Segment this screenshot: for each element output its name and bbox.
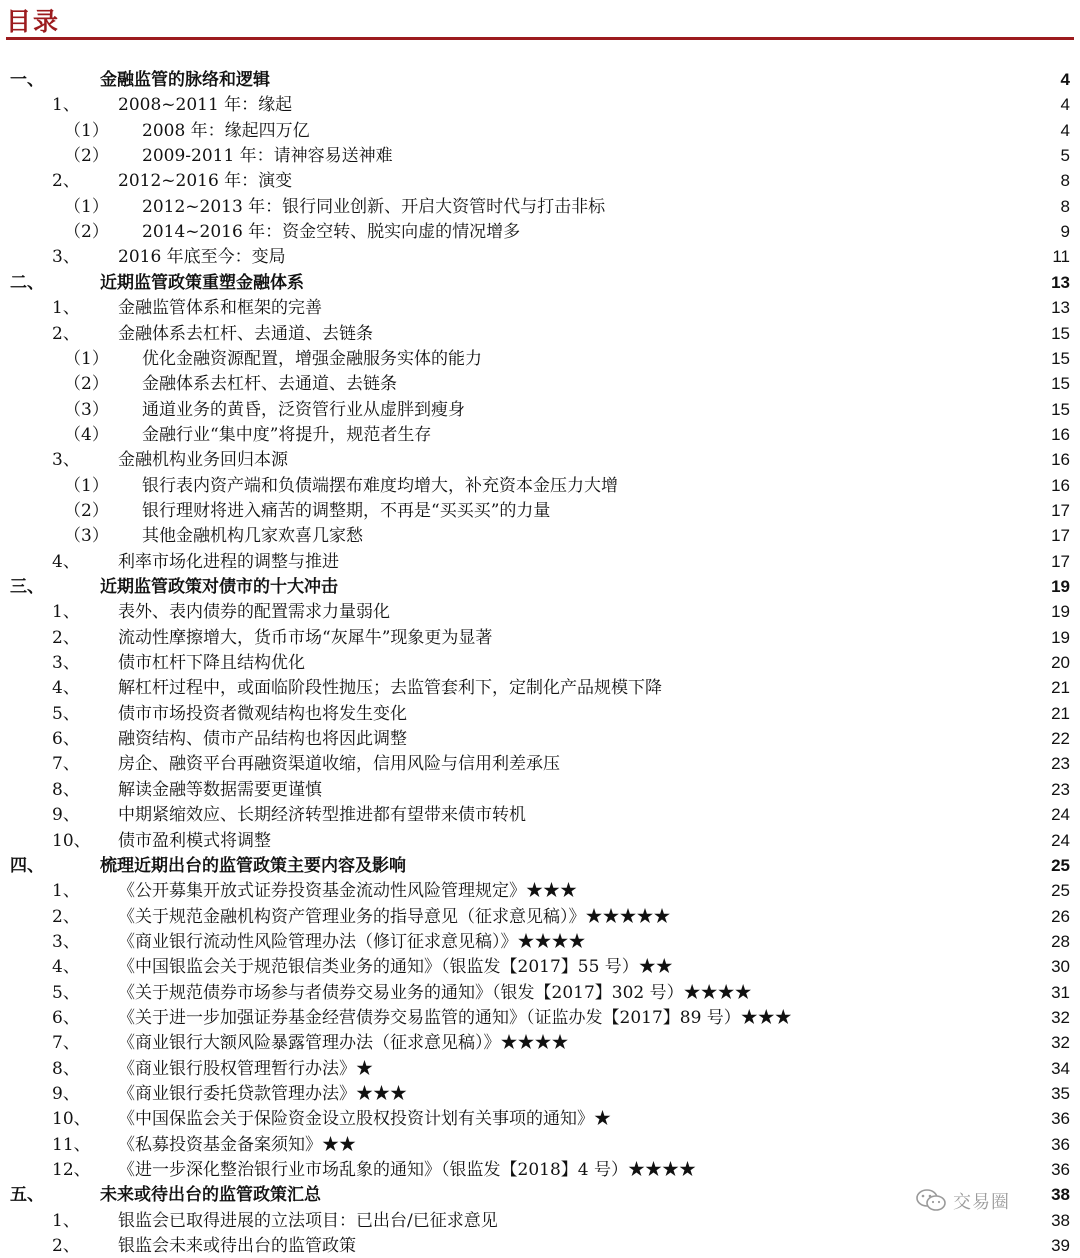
toc-row[interactable] bbox=[0, 803, 1080, 827]
toc-entry-title[interactable]: 金融体系去杠杆、去通道、去链条 bbox=[118, 323, 373, 344]
toc-entry-title[interactable]: 2009-2011 年：请神容易送神难 bbox=[142, 146, 393, 167]
toc-row[interactable] bbox=[0, 1158, 1080, 1182]
page-title: 目录 bbox=[6, 7, 61, 36]
toc-page-number[interactable]: 8 bbox=[1060, 171, 1070, 191]
toc-page-number[interactable]: 22 bbox=[1051, 729, 1070, 749]
toc-number: 2、 bbox=[52, 627, 80, 648]
toc-entry-title[interactable]: 《中国银监会关于规范银信类业务的通知》（银监发【2017】55 号）★★ bbox=[118, 957, 673, 978]
toc-entry-title[interactable]: 银行表内资产端和负债端摆布难度均增大，补充资本金压力大增 bbox=[142, 475, 618, 496]
toc-entry-title[interactable]: 通道业务的黄昏，泛资管行业从虚胖到瘦身 bbox=[142, 399, 465, 420]
toc-row[interactable] bbox=[0, 778, 1080, 802]
toc-number: 5、 bbox=[52, 982, 80, 1003]
toc-row[interactable] bbox=[0, 296, 1080, 320]
toc-page-number[interactable]: 21 bbox=[1051, 678, 1070, 698]
toc-page-number[interactable]: 15 bbox=[1051, 348, 1070, 368]
toc-entry-title[interactable]: 《商业银行流动性风险管理办法（修订征求意见稿）》★★★★ bbox=[118, 931, 586, 952]
toc-number: 1、 bbox=[52, 298, 80, 319]
toc-entry-title[interactable]: 未来或待出台的监管政策汇总 bbox=[100, 1185, 321, 1206]
toc-row[interactable] bbox=[0, 981, 1080, 1005]
toc-page-number[interactable]: 17 bbox=[1051, 526, 1070, 546]
toc-entry-title[interactable]: 银监会已取得进展的立法项目：已出台/已征求意见 bbox=[118, 1210, 498, 1231]
wechat-icon bbox=[915, 1188, 947, 1212]
toc-page-number[interactable]: 16 bbox=[1051, 450, 1070, 470]
toc-row[interactable] bbox=[0, 68, 1080, 92]
toc-row[interactable] bbox=[0, 879, 1080, 903]
toc-row[interactable] bbox=[0, 1133, 1080, 1157]
toc-number: 1、 bbox=[52, 881, 80, 902]
toc-entry-title[interactable]: 银监会未来或待出台的监管政策 bbox=[118, 1236, 356, 1257]
toc-row[interactable] bbox=[0, 1082, 1080, 1106]
toc-page-number[interactable]: 30 bbox=[1051, 957, 1070, 977]
toc-page-number[interactable]: 36 bbox=[1051, 1160, 1070, 1180]
toc-number: 1、 bbox=[52, 1210, 80, 1231]
toc-number: 4、 bbox=[52, 551, 80, 572]
toc-page-number[interactable]: 32 bbox=[1051, 1033, 1070, 1053]
toc-entry-title[interactable]: 2012~2016 年：演变 bbox=[118, 171, 293, 192]
toc-number: 1、 bbox=[52, 95, 80, 116]
toc-page-number[interactable]: 4 bbox=[1060, 70, 1070, 89]
toc-number: 7、 bbox=[52, 754, 80, 775]
toc-page-number[interactable]: 31 bbox=[1051, 982, 1070, 1002]
toc-row[interactable] bbox=[0, 144, 1080, 168]
toc-number: 9、 bbox=[52, 805, 80, 826]
toc-entry-title[interactable]: 解读金融等数据需要更谨慎 bbox=[118, 779, 322, 800]
toc-page-number[interactable]: 26 bbox=[1051, 906, 1070, 926]
toc-page-number[interactable]: 9 bbox=[1060, 222, 1070, 242]
toc-entry-title[interactable]: 金融监管的脉络和逻辑 bbox=[100, 70, 270, 90]
toc-entry-title[interactable]: 融资结构、债市产品结构也将因此调整 bbox=[118, 729, 407, 750]
toc-number: （2） bbox=[64, 500, 109, 521]
toc-row[interactable] bbox=[0, 955, 1080, 979]
toc-page-number[interactable]: 23 bbox=[1051, 754, 1070, 774]
toc-entry-title[interactable]: 2008 年：缘起四万亿 bbox=[142, 120, 310, 141]
toc-entry-title[interactable]: 近期监管政策重塑金融体系 bbox=[100, 272, 304, 293]
toc-page-number[interactable]: 23 bbox=[1051, 779, 1070, 799]
toc-row[interactable] bbox=[0, 626, 1080, 650]
toc-page-number[interactable]: 15 bbox=[1051, 399, 1070, 419]
toc-page-number[interactable]: 13 bbox=[1051, 298, 1070, 318]
toc-number: 2、 bbox=[52, 171, 80, 192]
toc-entry-title[interactable]: 2008~2011 年：缘起 bbox=[118, 95, 293, 116]
toc-row[interactable] bbox=[0, 322, 1080, 346]
toc-number: 7、 bbox=[52, 1033, 80, 1054]
toc-number: 3、 bbox=[52, 931, 80, 952]
toc-entry-title[interactable]: 中期紧缩效应、长期经济转型推进都有望带来债市转机 bbox=[118, 805, 526, 826]
toc-number: 4、 bbox=[52, 957, 80, 978]
toc-page-number[interactable]: 19 bbox=[1051, 577, 1070, 596]
toc-number: （2） bbox=[64, 146, 109, 167]
toc-page-number[interactable]: 28 bbox=[1051, 931, 1070, 951]
toc-row[interactable] bbox=[0, 676, 1080, 700]
toc-row[interactable] bbox=[0, 600, 1080, 624]
toc-page-number[interactable]: 15 bbox=[1051, 374, 1070, 394]
toc-number: （3） bbox=[64, 399, 109, 420]
toc-entry-title[interactable]: 流动性摩擦增大，货币市场“灰犀牛”现象更为显著 bbox=[118, 627, 493, 648]
toc-row[interactable] bbox=[0, 220, 1080, 244]
toc-entry-title[interactable]: 债市盈利模式将调整 bbox=[118, 830, 271, 851]
toc-row[interactable] bbox=[0, 119, 1080, 143]
toc-page-number[interactable]: 25 bbox=[1051, 881, 1070, 901]
toc-row[interactable] bbox=[0, 550, 1080, 574]
toc-row[interactable] bbox=[0, 854, 1080, 878]
toc-row[interactable] bbox=[0, 1234, 1080, 1258]
toc-row[interactable] bbox=[0, 829, 1080, 853]
toc-entry-title[interactable]: 金融体系去杠杆、去通道、去链条 bbox=[142, 374, 397, 395]
toc-row[interactable] bbox=[0, 423, 1080, 447]
toc-row[interactable] bbox=[0, 1006, 1080, 1030]
toc-entry-title[interactable]: 《私募投资基金备案须知》★★ bbox=[118, 1134, 356, 1155]
toc-row[interactable] bbox=[0, 93, 1080, 117]
toc-page-number[interactable]: 36 bbox=[1051, 1109, 1070, 1129]
toc-page-number[interactable]: 25 bbox=[1051, 855, 1070, 875]
toc-entry-title[interactable]: 债市杠杆下降且结构优化 bbox=[118, 653, 305, 674]
toc-number: 1、 bbox=[52, 602, 80, 623]
toc-entry-title[interactable]: 《商业银行委托贷款管理办法》★★★ bbox=[118, 1084, 407, 1104]
toc-page-number[interactable]: 19 bbox=[1051, 627, 1070, 647]
toc-entry-title[interactable]: 2012~2013 年：银行同业创新、开启大资管时代与打击非标 bbox=[142, 196, 606, 217]
toc-row[interactable] bbox=[0, 727, 1080, 751]
toc-entry-title[interactable]: 《关于规范金融机构资产管理业务的指导意见（征求意见稿）》★★★★★ bbox=[118, 906, 671, 927]
toc-page-number[interactable]: 34 bbox=[1051, 1058, 1070, 1078]
toc-entry-title[interactable]: 金融机构业务回归本源 bbox=[118, 450, 288, 471]
toc-entry-title[interactable]: 《进一步深化整治银行业市场乱象的通知》（银监发【2018】4 号）★★★★ bbox=[118, 1160, 696, 1181]
toc-number: （3） bbox=[64, 526, 109, 547]
toc-entry-title[interactable]: 《商业银行股权管理暂行办法》★ bbox=[118, 1058, 373, 1079]
toc-row[interactable] bbox=[0, 752, 1080, 776]
toc-page-number[interactable]: 4 bbox=[1060, 95, 1070, 115]
toc-number: 10、 bbox=[52, 830, 91, 851]
toc-page-number[interactable]: 15 bbox=[1051, 323, 1070, 343]
toc-number: （4） bbox=[64, 424, 109, 445]
toc-row[interactable] bbox=[0, 245, 1080, 269]
toc-row[interactable] bbox=[0, 372, 1080, 396]
toc-entry-title[interactable]: 《商业银行大额风险暴露管理办法（征求意见稿）》★★★★ bbox=[118, 1033, 569, 1054]
toc-row[interactable] bbox=[0, 1057, 1080, 1081]
toc-number: 6、 bbox=[52, 729, 80, 750]
toc-number: （2） bbox=[64, 222, 109, 243]
toc-page-number[interactable]: 16 bbox=[1051, 424, 1070, 444]
toc-entry-title[interactable]: 《公开募集开放式证券投资基金流动性风险管理规定》★★★ bbox=[118, 881, 577, 902]
toc-entry-title[interactable]: 金融监管体系和框架的完善 bbox=[118, 298, 322, 319]
toc-entry-title[interactable]: 解杠杆过程中，或面临阶段性抛压；去监管套利下，定制化产品规模下降 bbox=[118, 678, 662, 699]
toc-number: 12、 bbox=[52, 1160, 91, 1181]
toc-number: 3、 bbox=[52, 653, 80, 674]
toc-number: 9、 bbox=[52, 1084, 80, 1104]
toc-entry-title[interactable]: 《中国保监会关于保险资金设立股权投资计划有关事项的通知》★ bbox=[118, 1109, 611, 1130]
toc-page-number[interactable]: 36 bbox=[1051, 1134, 1070, 1154]
toc-page-number[interactable]: 38 bbox=[1051, 1185, 1070, 1205]
toc-page-number[interactable]: 24 bbox=[1051, 830, 1070, 850]
toc-row[interactable] bbox=[0, 524, 1080, 548]
toc-number: 五、 bbox=[10, 1185, 44, 1206]
toc-number: 四、 bbox=[10, 855, 44, 876]
watermark-text: 交易圈 bbox=[953, 1192, 1010, 1213]
toc-number: 2、 bbox=[52, 323, 80, 344]
toc-page-number[interactable]: 24 bbox=[1051, 805, 1070, 825]
toc-entry-title[interactable]: 债市市场投资者微观结构也将发生变化 bbox=[118, 703, 407, 724]
toc-row[interactable] bbox=[0, 702, 1080, 726]
toc-row[interactable] bbox=[0, 271, 1080, 295]
toc-page-number[interactable]: 11 bbox=[1052, 247, 1070, 267]
toc-row[interactable] bbox=[0, 651, 1080, 675]
toc-row[interactable] bbox=[0, 347, 1080, 371]
toc-page-number[interactable]: 20 bbox=[1051, 653, 1070, 673]
toc-number: 4、 bbox=[52, 678, 80, 699]
toc-entry-title[interactable]: 房企、融资平台再融资渠道收缩，信用风险与信用利差承压 bbox=[118, 754, 560, 775]
toc-number: 3、 bbox=[52, 450, 80, 471]
toc-number: 5、 bbox=[52, 703, 80, 724]
toc-row[interactable] bbox=[0, 930, 1080, 954]
toc-row[interactable] bbox=[0, 905, 1080, 929]
toc-row[interactable] bbox=[0, 195, 1080, 219]
toc-number: 2、 bbox=[52, 1236, 80, 1257]
toc-row[interactable] bbox=[0, 1107, 1080, 1131]
toc-page-number[interactable]: 4 bbox=[1060, 120, 1070, 140]
toc-number: （1） bbox=[64, 196, 109, 217]
toc-page-number[interactable]: 8 bbox=[1060, 196, 1070, 216]
toc-number: （2） bbox=[64, 374, 109, 395]
toc-number: （1） bbox=[64, 348, 109, 369]
toc-number: 3、 bbox=[52, 247, 80, 268]
toc-number: 6、 bbox=[52, 1007, 80, 1028]
toc-entry-title[interactable]: 其他金融机构几家欢喜几家愁 bbox=[142, 526, 363, 547]
toc-row[interactable] bbox=[0, 499, 1080, 523]
toc-page-number[interactable]: 35 bbox=[1051, 1084, 1070, 1103]
toc-row[interactable] bbox=[0, 398, 1080, 422]
toc-page-number[interactable]: 13 bbox=[1051, 272, 1070, 292]
toc-row[interactable] bbox=[0, 169, 1080, 193]
watermark bbox=[915, 1186, 1035, 1216]
toc-row[interactable] bbox=[0, 448, 1080, 472]
toc-row[interactable] bbox=[0, 1031, 1080, 1055]
toc-number: （1） bbox=[64, 475, 109, 496]
toc-entry-title[interactable]: 银行理财将进入痛苦的调整期，不再是“买买买”的力量 bbox=[142, 500, 551, 521]
toc-page-number[interactable]: 38 bbox=[1051, 1210, 1070, 1230]
toc-entry-title[interactable]: 优化金融资源配置，增强金融服务实体的能力 bbox=[142, 348, 482, 369]
toc-entry-title[interactable]: 金融行业“集中度”将提升，规范者生存 bbox=[142, 424, 432, 445]
toc-number: 8、 bbox=[52, 779, 80, 800]
toc-number: 三、 bbox=[10, 577, 44, 597]
toc-number: 2、 bbox=[52, 906, 80, 927]
toc-entry-title[interactable]: 表外、表内债券的配置需求力量弱化 bbox=[118, 602, 390, 623]
toc-entry-title[interactable]: 2016 年底至今：变局 bbox=[118, 247, 286, 268]
toc-entry-title[interactable]: 2014~2016 年：资金空转、脱实向虚的情况增多 bbox=[142, 222, 521, 243]
toc-number: 一、 bbox=[10, 70, 44, 90]
toc-entry-title[interactable]: 《关于进一步加强证券基金经营债券交易监管的通知》（证监办发【2017】89 号）★★★ bbox=[118, 1007, 792, 1028]
toc-number: 8、 bbox=[52, 1058, 80, 1079]
toc-row[interactable] bbox=[0, 575, 1080, 599]
toc-entry-title[interactable]: 利率市场化进程的调整与推进 bbox=[118, 551, 339, 572]
toc-page-number[interactable]: 16 bbox=[1051, 475, 1070, 495]
title-divider bbox=[6, 37, 1074, 40]
toc-page-number[interactable]: 32 bbox=[1051, 1007, 1070, 1027]
toc-page-number[interactable]: 17 bbox=[1051, 500, 1070, 520]
toc-entry-title[interactable]: 《关于规范债券市场参与者债券交易业务的通知》（银发【2017】302 号）★★★★ bbox=[118, 982, 752, 1003]
toc-entry-title[interactable]: 近期监管政策对债市的十大冲击 bbox=[100, 577, 338, 597]
toc-entry-title[interactable]: 梳理近期出台的监管政策主要内容及影响 bbox=[100, 855, 406, 876]
toc-page-number[interactable]: 17 bbox=[1051, 551, 1070, 571]
toc-row[interactable] bbox=[0, 474, 1080, 498]
toc-number: 二、 bbox=[10, 272, 44, 293]
toc-number: 11、 bbox=[52, 1134, 91, 1155]
toc-number: （1） bbox=[64, 120, 109, 141]
toc-page-number[interactable]: 19 bbox=[1051, 602, 1070, 622]
toc-page-number[interactable]: 5 bbox=[1060, 146, 1070, 166]
toc-number: 10、 bbox=[52, 1109, 91, 1130]
toc-page-number[interactable]: 21 bbox=[1051, 703, 1070, 723]
toc-page-number[interactable]: 39 bbox=[1051, 1236, 1070, 1256]
